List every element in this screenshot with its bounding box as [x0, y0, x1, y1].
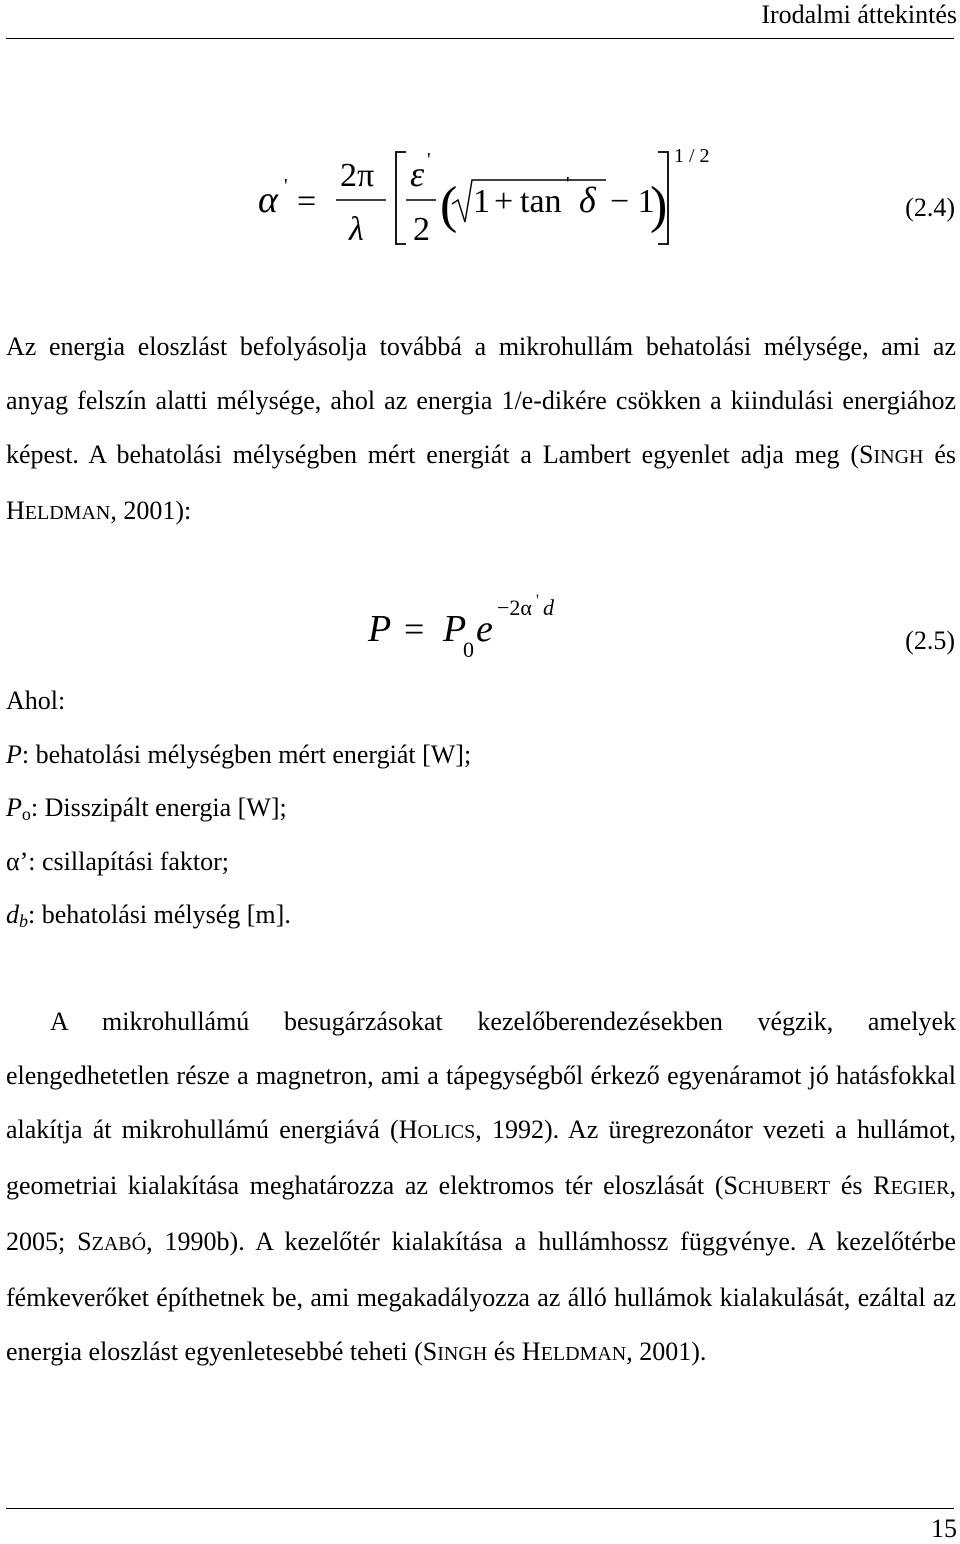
eq25-P0: P — [443, 608, 467, 650]
equation-2-4 — [0, 140, 960, 250]
eq24-alpha-prime: ' — [284, 175, 288, 197]
eq24-lambda: λ — [349, 211, 364, 248]
equation-2-5 — [0, 585, 960, 665]
eq24-alpha: α — [258, 179, 278, 221]
symbol-d: d — [6, 900, 19, 929]
eq24-left-bracket — [396, 152, 406, 244]
definition-p — [6, 740, 471, 770]
paragraph1-text: Az energia eloszlást befolyásolja továbbá a mikrohullám behatolási mélysége, ami az anyag felszín alatti mélysége, ahol az energia 1/e-dikére csökken a kiindulási energiához képest. A behatolási mélységben mért energiát a Lambert egyenlet adja meg ( — [6, 332, 956, 469]
cite-szabo-rest: ZABÓ — [91, 1233, 147, 1255]
equation-number-2-4: (2.4) — [905, 193, 955, 222]
cite-heldman-h: H — [6, 496, 25, 525]
eq24-equals: = — [297, 183, 317, 220]
cite-schubert-s: S — [723, 1171, 738, 1200]
definition-p0 — [6, 793, 287, 823]
cite-year: , 2001): — [110, 496, 192, 525]
cite-singh2-rest: INGH — [437, 1343, 488, 1365]
cite-heldman2-rest: ELDMAN — [540, 1343, 627, 1365]
p2-text-1: A mikrohullámú besugárzásokat kezelőberendezésekben végzik, amelyek elengedhetetlen része a magnetron, ami a tápegységből érkező egyenáramot jó hatásfokkal alakítja át mikrohullámú energiává ( — [6, 1007, 956, 1144]
cite-holics-rest: OLICS — [417, 1121, 476, 1143]
cite-schubert-rest: CHUBERT — [738, 1177, 831, 1199]
eq24-one: 1 — [473, 183, 490, 220]
symbol-alpha: α’ — [6, 847, 29, 876]
eq24-minus-one: − 1 — [610, 183, 655, 220]
header-rule — [6, 38, 954, 39]
eq24-left-paren: ( — [440, 177, 458, 234]
cite-singh2-s: S — [422, 1337, 438, 1366]
definition-p0-text: : Disszipált energia [W]; — [30, 793, 287, 822]
eq25-exponent: −2α — [497, 595, 532, 620]
definition-alpha-text: : csillapítási faktor; — [28, 847, 230, 876]
cite-heldman2-h: H — [521, 1337, 541, 1366]
eq24-delta: δ — [579, 180, 596, 220]
footer-rule — [6, 1508, 954, 1509]
eq24-right-paren: ) — [650, 177, 668, 234]
cite-holics-h: H — [398, 1115, 418, 1144]
eq24-two-pi: 2π — [340, 157, 375, 194]
eq25-zero: 0 — [463, 637, 474, 662]
eq25-P: P — [368, 608, 392, 650]
cite-regier-r: R — [873, 1171, 891, 1200]
cite-regier-rest: EGIER — [890, 1177, 950, 1199]
eq24-tan-prime: ' — [566, 173, 570, 195]
cite-es-2: és — [830, 1171, 874, 1200]
eq24-epsilon-prime: ' — [427, 149, 431, 171]
cite-2001: , 2001). — [626, 1337, 707, 1366]
definition-p-text: : behatolási mélységben mért energiát [W]; — [21, 740, 472, 769]
eq25-e: e — [476, 608, 493, 650]
running-header: Irodalmi áttekintés — [761, 0, 957, 29]
p2-text-2: , 1992). Az üregrezonátor vezeti a hullámot, geometriai kialakítása meghatározza az elektromos tér eloszlását ( — [6, 1115, 956, 1200]
eq24-epsilon: ε — [410, 154, 425, 194]
eq25-prime: ' — [536, 592, 539, 609]
equation-number-2-5: (2.5) — [905, 626, 955, 655]
symbol-p0-sub: o — [21, 804, 31, 824]
page-number: 15 — [931, 1514, 957, 1543]
symbol-d-sub: b — [19, 911, 28, 931]
eq24-exponent: 1 / 2 — [674, 145, 710, 167]
cite-singh-s: S — [859, 440, 874, 469]
eq24-plus: + — [494, 183, 514, 220]
symbol-p0: P — [6, 793, 22, 822]
paragraph-magnetron — [6, 995, 956, 1381]
cite-singh-rest: INGH — [873, 446, 924, 468]
definitions-intro: Ahol: — [6, 686, 66, 715]
eq25-equals: = — [404, 609, 425, 649]
definition-d — [6, 900, 291, 930]
eq25-d: d — [543, 595, 554, 620]
cite-heldman-rest: ELDMAN — [24, 502, 111, 524]
definition-d-text: : behatolási mélység [m]. — [28, 900, 291, 929]
eq24-two: 2 — [413, 211, 430, 248]
paragraph-penetration-depth — [6, 320, 956, 540]
p2-text-3: , 1990b). A kezelőtér kialakítása a hullámhossz függvénye. A kezelőtérbe fémkeverőket építhetnek be, ami megakadályozza az álló hullámok kialakulását, ezáltal az energia eloszlást egyenletesebbé teheti ( — [6, 1227, 956, 1366]
cite-2005: , 2005; — [6, 1171, 956, 1256]
cite-es: és — [923, 440, 956, 469]
definition-alpha — [6, 847, 229, 877]
cite-es-3: és — [487, 1337, 522, 1366]
cite-szabo-s: S — [77, 1227, 92, 1256]
symbol-p: P — [6, 740, 22, 769]
eq24-tan: tan — [520, 183, 562, 220]
